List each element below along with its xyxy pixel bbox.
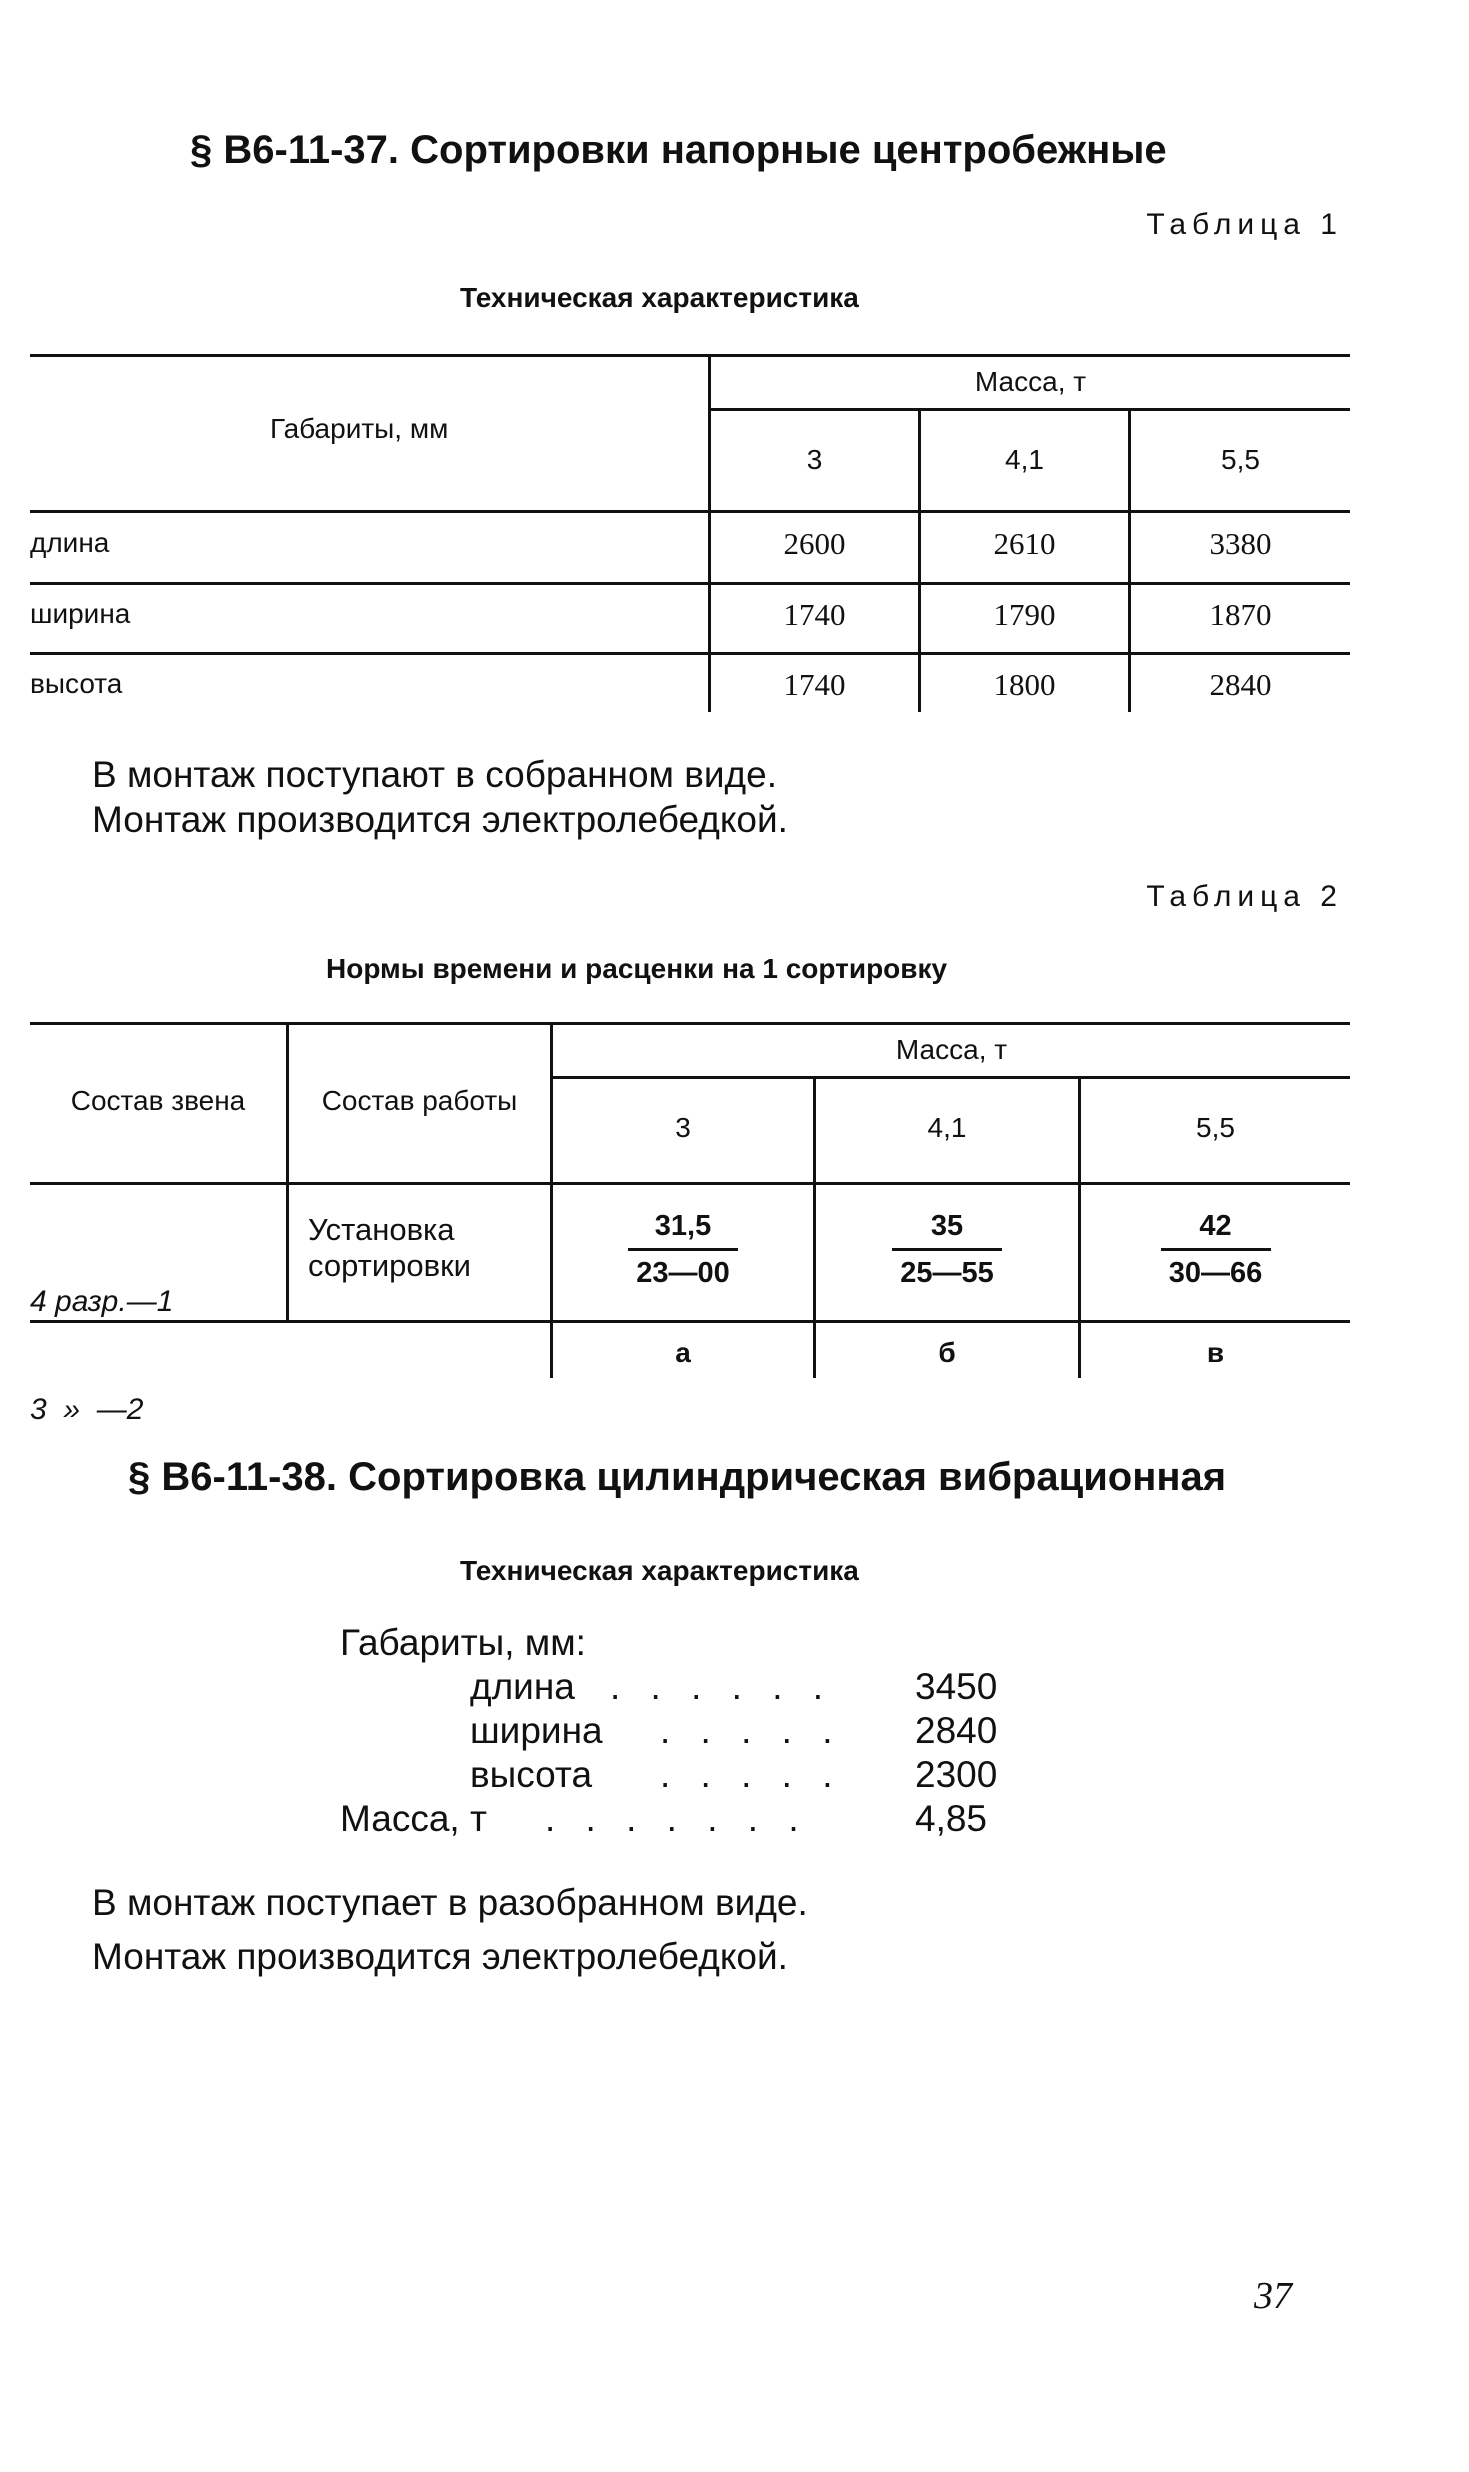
table-2-work <box>308 1212 471 1284</box>
table-1-header-dimensions: Габариты, мм <box>270 413 449 444</box>
table-2-norm-time: 31,5 <box>654 1210 712 1242</box>
spec-label: ширина <box>470 1710 603 1751</box>
section-2-note-line: Монтаж производится электролебедкой. <box>92 1936 788 1977</box>
table-1-cell: 2610 <box>993 526 1056 561</box>
table-1-mass-col: 5,5 <box>1221 444 1260 475</box>
table-1-cell: 1870 <box>1209 597 1272 632</box>
section-title-b6-11-37: § В6-11-37. Сортировки напорные центробежные <box>190 128 1167 172</box>
table-2-norm <box>816 1206 1078 1291</box>
table-1-cell: 1790 <box>993 597 1056 632</box>
spec-label: Масса, т <box>340 1798 487 1839</box>
section-1-note-line: В монтаж поступают в собранном виде. <box>92 754 778 795</box>
spec-label: длина <box>470 1666 575 1707</box>
table-2-norm-time: 35 <box>930 1210 964 1242</box>
spec-value: 2300 <box>915 1754 998 1795</box>
table-2-crew-line: 4 разр.—1 <box>30 1285 174 1318</box>
table-2-work-line: Установка <box>308 1212 455 1247</box>
table-2-header-work: Состав работы <box>321 1085 518 1116</box>
table-2-label: Таблица 2 <box>1146 880 1343 913</box>
table-2-header-crew: Состав звена <box>70 1085 246 1116</box>
table-1-mass-col: 3 <box>806 444 823 475</box>
specs-dims-heading: Габариты, мм: <box>340 1622 586 1663</box>
table-2-norm-rate: 25—55 <box>900 1257 994 1289</box>
table-2-mass-col: 5,5 <box>1196 1112 1235 1143</box>
table-2-mass-col: 3 <box>675 1112 691 1143</box>
table-1-cell: 1800 <box>993 667 1056 702</box>
spec-dots: . . . . . . . <box>545 1798 809 1839</box>
table-1-mass-col: 4,1 <box>1005 444 1044 475</box>
table-1-label: Таблица 1 <box>1146 208 1343 241</box>
table-1-cell: 3380 <box>1209 526 1272 561</box>
table-1-cell: 2840 <box>1209 667 1272 702</box>
section-2-caption: Техническая характеристика <box>460 1555 859 1586</box>
table-2-mass-col: 4,1 <box>927 1112 967 1143</box>
table-1-cell: 1740 <box>783 667 846 702</box>
table-1-row-label: высота <box>30 668 123 699</box>
spec-value: 3450 <box>915 1666 998 1707</box>
table-2-header-mass: Масса, т <box>895 1034 1008 1065</box>
spec-value: 4,85 <box>915 1798 988 1839</box>
section-2-note-line: В монтаж поступает в разобранном виде. <box>92 1882 808 1923</box>
table-2-index-letter: в <box>1206 1337 1225 1368</box>
table-2-crew-line: 3 » —2 <box>30 1393 144 1426</box>
table-2-norm-rate: 23—00 <box>636 1257 730 1289</box>
table-1-cell: 2600 <box>783 526 846 561</box>
spec-dots: . . . . . <box>660 1710 843 1751</box>
table-2-index-letter: а <box>675 1337 691 1368</box>
table-2-caption: Нормы времени и расценки на 1 сортировку <box>326 953 948 984</box>
spec-value: 2840 <box>915 1710 998 1751</box>
section-1-note-line: Монтаж производится электролебедкой. <box>92 799 788 840</box>
table-2-norm-time: 42 <box>1199 1210 1232 1242</box>
table-2-norm <box>1081 1206 1350 1291</box>
table-1-row-label: длина <box>30 527 110 558</box>
table-1-caption: Техническая характеристика <box>460 282 859 313</box>
spec-label: высота <box>470 1754 593 1795</box>
section-title-b6-11-38: § В6-11-38. Сортировка цилиндрическая вибрационная <box>128 1455 1227 1499</box>
table-1-header-mass: Масса, т <box>974 366 1087 397</box>
table-2-norm <box>553 1206 813 1291</box>
table-2-work-line: сортировки <box>308 1248 471 1283</box>
table-1-row-label: ширина <box>30 598 131 629</box>
table-1-cell: 1740 <box>783 597 846 632</box>
page-number: 37 <box>1254 2275 1292 2317</box>
table-2-norm-rate: 30—66 <box>1168 1257 1263 1289</box>
spec-dots: . . . . . <box>660 1754 843 1795</box>
spec-dots: . . . . . . <box>610 1666 834 1707</box>
table-2-index-letter: б <box>938 1337 956 1368</box>
